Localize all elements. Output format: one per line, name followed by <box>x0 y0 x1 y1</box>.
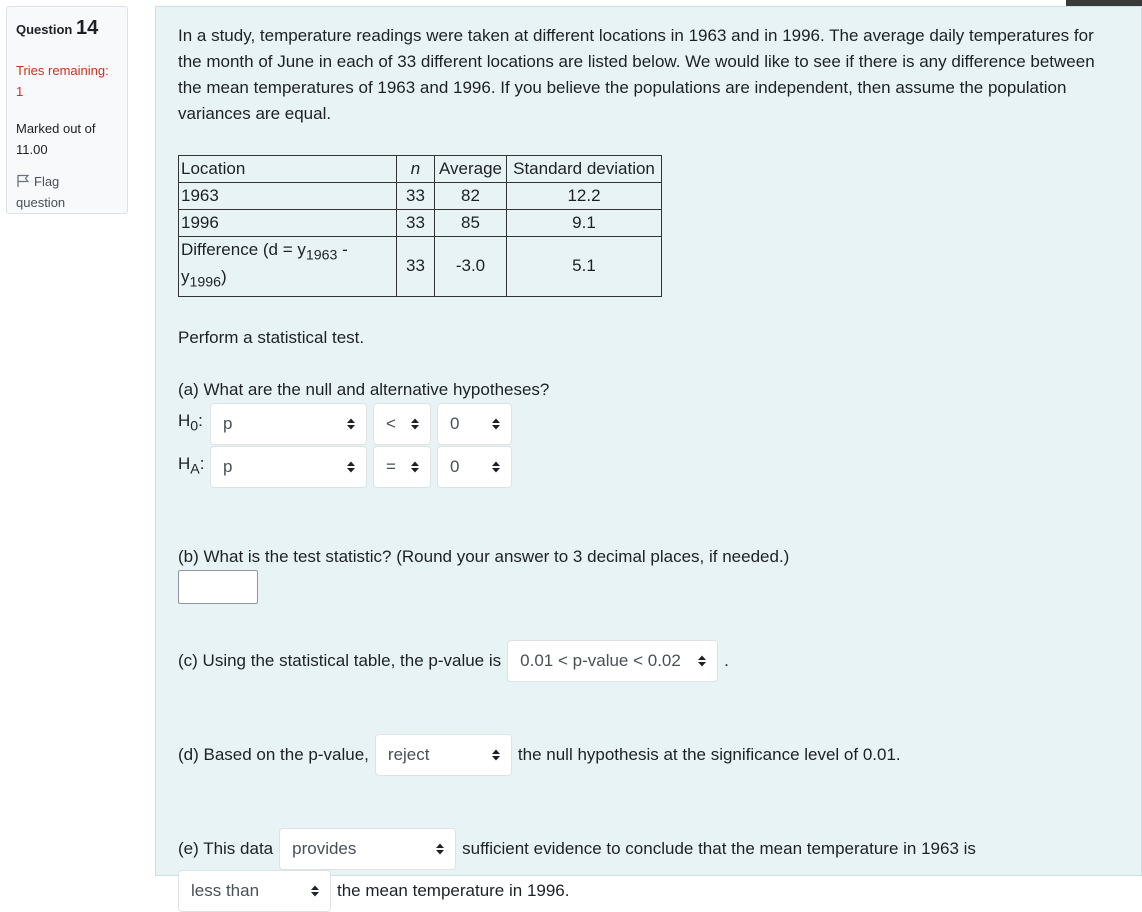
part-c-row: (c) Using the statistical table, the p-value is 0.01 < p-value < 0.02 . <box>178 640 1119 682</box>
select-arrows-icon <box>491 460 501 474</box>
ha-label: $H_A$: <box>178 454 205 478</box>
ha-value-select[interactable]: 0 <box>437 446 512 488</box>
select-arrows-icon <box>491 417 501 431</box>
alternative-hypothesis-row <box>178 446 1119 488</box>
select-arrows-icon <box>697 654 707 668</box>
h0-label: $H_0$: <box>178 411 203 435</box>
data-table <box>178 155 662 297</box>
evidence-select[interactable]: provides <box>279 828 456 870</box>
select-arrows-icon <box>310 884 320 898</box>
decision-select[interactable]: reject <box>375 734 512 776</box>
question-info-panel <box>6 6 128 214</box>
test-statistic-input[interactable] <box>178 570 258 604</box>
ha-parameter-select[interactable]: p <box>210 446 367 488</box>
perform-test-text: Perform a statistical test. <box>178 327 365 347</box>
comparison-select[interactable]: less than <box>178 870 331 912</box>
table-row: 1963 33 82 12.2 <box>179 183 662 210</box>
select-arrows-icon <box>435 842 445 856</box>
select-arrows-icon <box>491 748 501 762</box>
select-arrows-icon <box>410 417 420 431</box>
part-a-prompt: (a) What are the null and alternative hypotheses? <box>178 379 550 399</box>
question-intro: In a study, temperature readings were taken at different locations in 1963 and in 1996. The average daily temperatures for the month of June in each of 33 different locations are listed below. We would like to see if there is any difference between the mean temperatures of 1963 and 1996. If you believe the populations are independent, then assume the population variances are equal. <box>178 26 1095 123</box>
table-row-difference: Difference $(d = y_{1963} - y_{1996})$ 33 -3.0 5.1 <box>179 237 662 297</box>
marked-out-of: Marked out of 11.00 <box>16 121 96 157</box>
ha-operator-select[interactable]: = <box>373 446 431 488</box>
select-arrows-icon <box>410 460 420 474</box>
select-arrows-icon <box>346 460 356 474</box>
question-content <box>155 6 1142 900</box>
table-row: 1996 33 85 9.1 <box>179 210 662 237</box>
null-hypothesis-row <box>178 403 1119 445</box>
part-b-prompt: (b) What is the test statistic? (Round your answer to 3 decimal places, if needed.) <box>178 546 790 566</box>
h0-parameter-select[interactable]: p <box>210 403 367 445</box>
part-d-row: (d) Based on the p-value, reject the null hypothesis at the significance level of 0.01. <box>178 734 1119 776</box>
part-e-row: (e) This data provides sufficient evidence to conclude that the mean temperature in 1963 is <box>178 828 1119 870</box>
part-e-row-2: less than the mean temperature in 1996. <box>178 870 1119 912</box>
table-header-row: Location n Average Standard deviation <box>179 156 662 183</box>
p-value-select[interactable]: 0.01 < p-value < 0.02 <box>507 640 718 682</box>
flag-icon <box>16 174 30 188</box>
h0-value-select[interactable]: 0 <box>437 403 512 445</box>
question-number-heading: Question 14 <box>16 17 99 39</box>
h0-operator-select[interactable]: < <box>373 403 431 445</box>
flag-question-link[interactable]: Flag question <box>16 174 66 210</box>
tries-remaining: Tries remaining: 1 <box>16 63 109 99</box>
select-arrows-icon <box>346 417 356 431</box>
